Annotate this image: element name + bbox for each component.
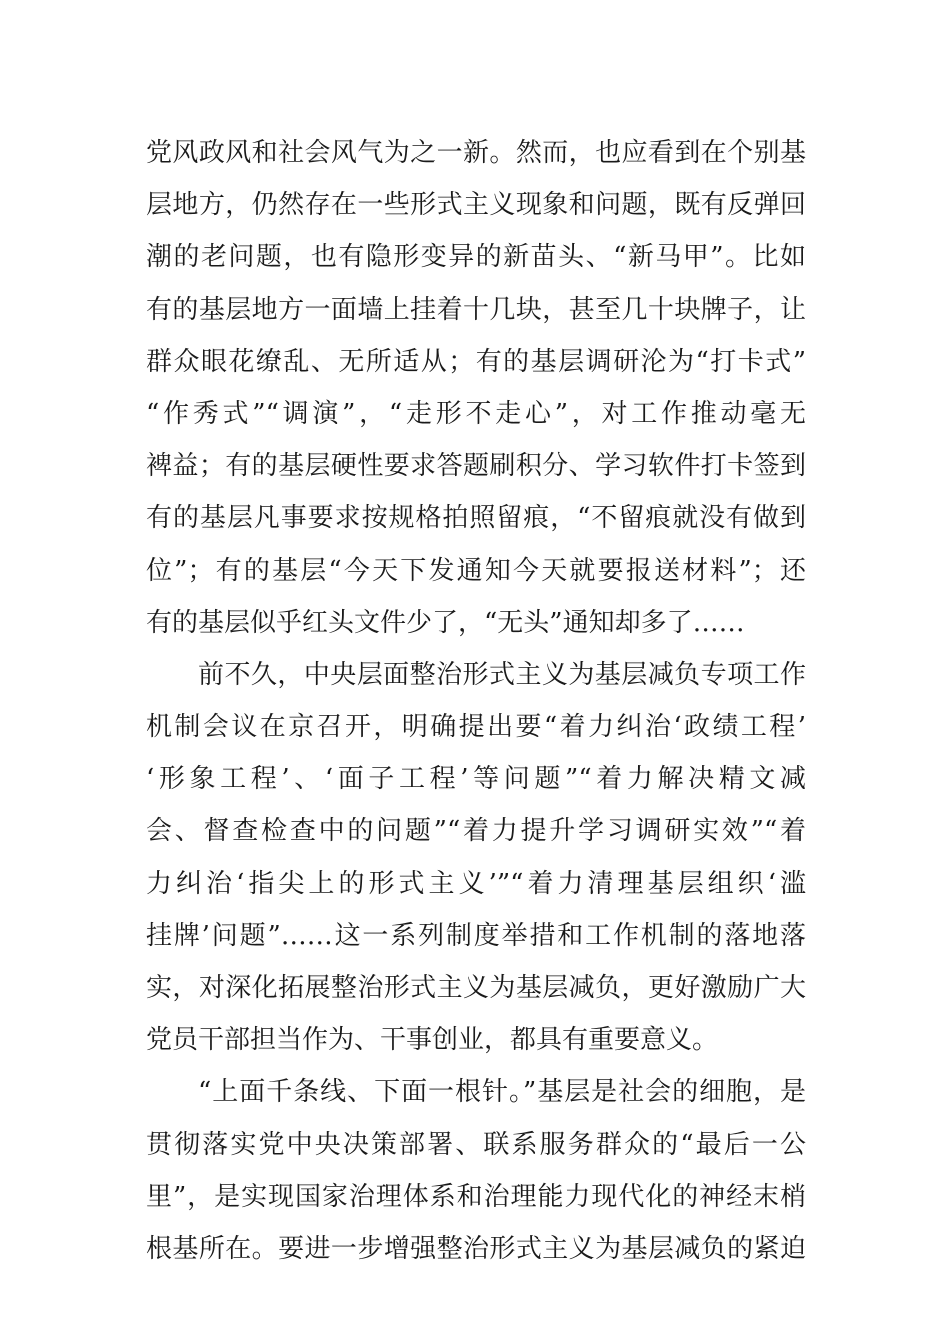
text-line: ‘形象工程’、‘面子工程’等问题”“着力解决精文减 bbox=[146, 764, 806, 795]
text-line: 党员干部担当作为、干事创业，都具有重要意义。 bbox=[146, 1025, 719, 1056]
text-line: “作秀式”“调演”，“走形不走心”，对工作推动毫无 bbox=[146, 398, 806, 429]
text-line: 有的基层凡事要求按规格拍照留痕，“不留痕就没有做到 bbox=[146, 503, 806, 534]
text-line: 前不久，中央层面整治形式主义为基层减负专项工作 bbox=[198, 659, 806, 690]
paragraph-3 bbox=[146, 1066, 806, 1275]
text-line: 里”，是实现国家治理体系和治理能力现代化的神经末梢 bbox=[146, 1181, 806, 1212]
text-line: 潮的老问题，也有隐形变异的新苗头、“新马甲”。比如 bbox=[146, 242, 806, 273]
text-line: 层地方，仍然存在一些形式主义现象和问题，既有反弹回 bbox=[146, 190, 806, 221]
text-line: 力纠治‘指尖上的形式主义’”“着力清理基层组织‘滥 bbox=[146, 868, 806, 899]
text-line: 会、督查检查中的问题”“着力提升学习调研实效”“着 bbox=[146, 816, 806, 847]
text-line: 贯彻落实党中央决策部署、联系服务群众的“最后一公 bbox=[146, 1129, 806, 1160]
text-line: 实，对深化拓展整治形式主义为基层减负，更好激励广大 bbox=[146, 973, 806, 1003]
text-line: 挂牌’问题”……这一系列制度举措和工作机制的落地落 bbox=[146, 920, 806, 951]
paragraph-1 bbox=[146, 127, 806, 649]
text-line: 群众眼花缭乱、无所适从；有的基层调研沦为“打卡式” bbox=[146, 346, 806, 377]
text-line: 有的基层地方一面墙上挂着十几块，甚至几十块牌子，让 bbox=[146, 294, 806, 325]
text-line: “上面千条线、下面一根针。”基层是社会的细胞，是 bbox=[198, 1077, 806, 1108]
text-line: 机制会议在京召开，明确提出要“着力纠治‘政绩工程’ bbox=[146, 712, 806, 743]
text-line: 有的基层似乎红头文件少了，“无头”通知却多了…… bbox=[146, 607, 745, 638]
text-line: 党风政风和社会风气为之一新。然而，也应看到在个别基 bbox=[146, 138, 806, 168]
paragraph-2 bbox=[146, 649, 806, 1067]
text-line: 根基所在。要进一步增强整治形式主义为基层减负的紧迫 bbox=[146, 1233, 806, 1264]
text-line: 位”；有的基层“今天下发通知今天就要报送材料”；还 bbox=[146, 555, 806, 586]
text-line: 裨益；有的基层硬性要求答题刷积分、学习软件打卡签到 bbox=[146, 451, 806, 482]
body-text bbox=[146, 127, 806, 1275]
